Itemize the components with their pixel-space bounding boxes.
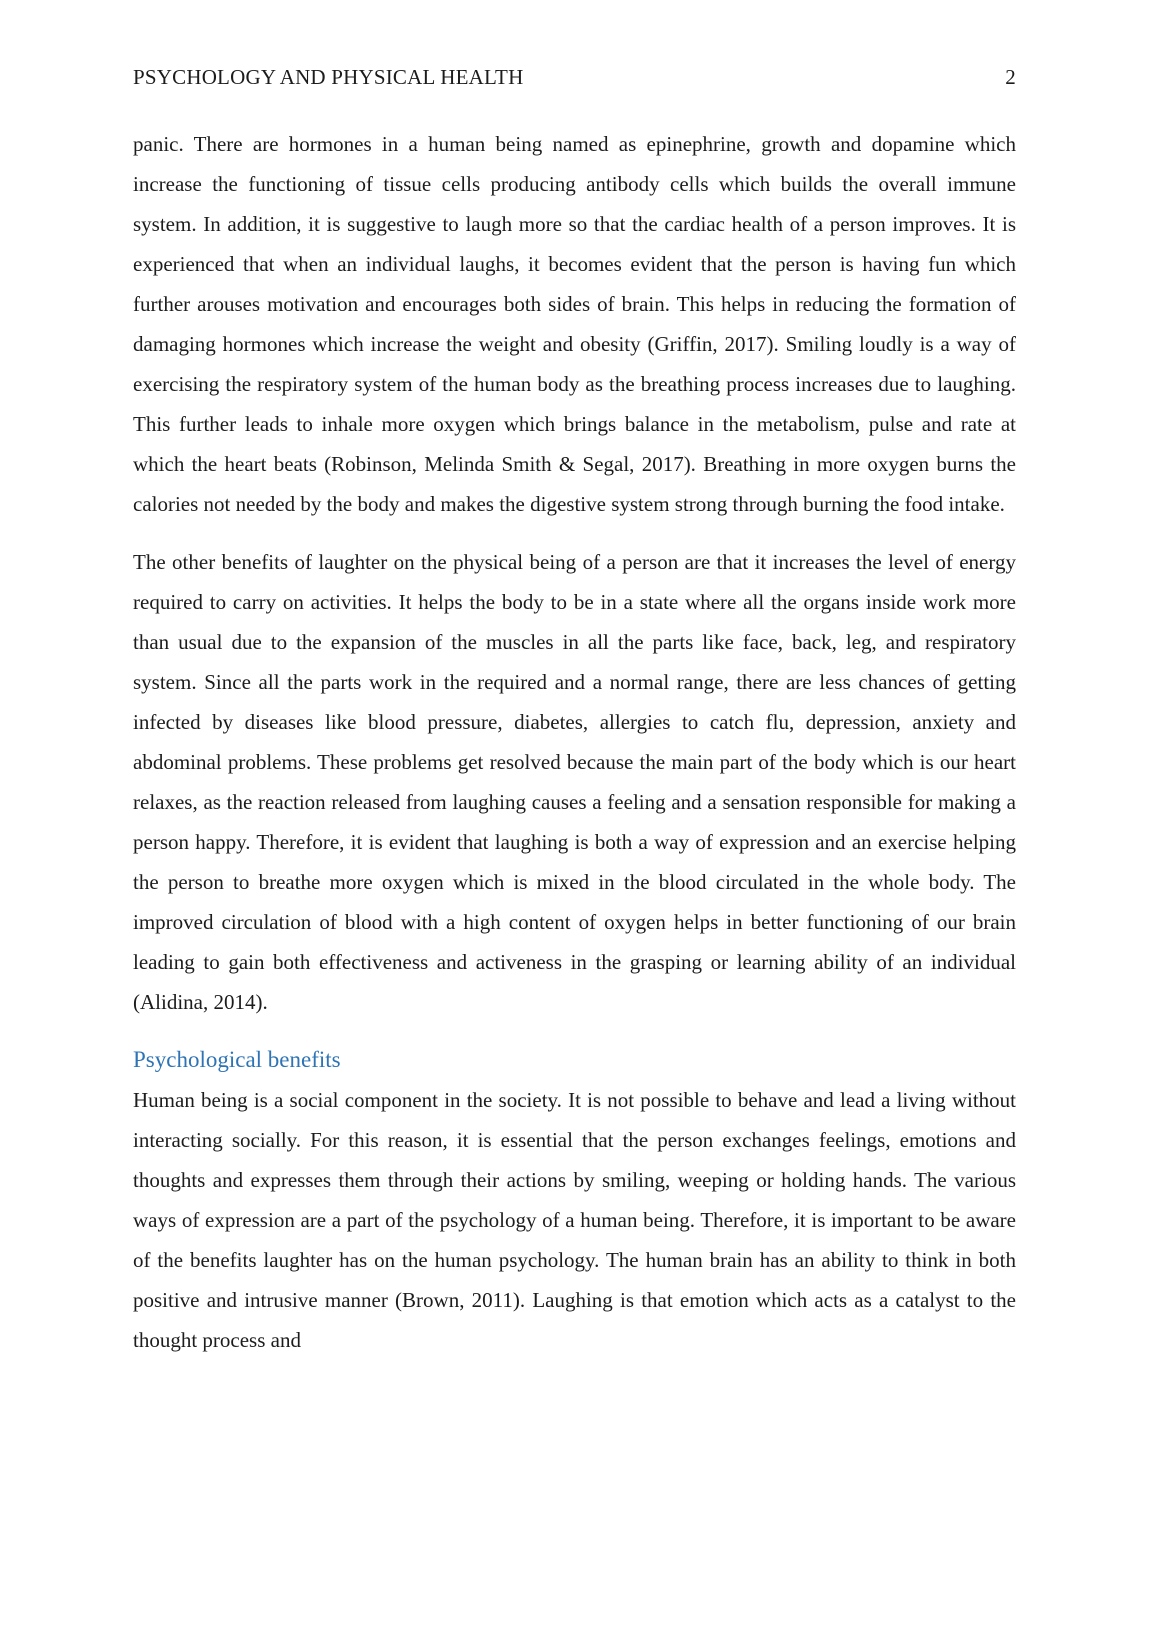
running-header (133, 57, 1016, 97)
section-heading-psychological-benefits: Psychological benefits (133, 1047, 341, 1072)
page-number: 2 (1005, 65, 1016, 89)
document-body (133, 124, 1016, 1360)
body-paragraph-1: panic. There are hormones in a human being named as epinephrine, growth and dopamine which increase the functioning of tissue cells producing antibody cells which builds the overall immune system. In addition, it is suggestive to laugh more so that the cardiac health of a person improves. It is experienced that when an individual laughs, it becomes evident that the person is having fun which further arouses motivation and encourages both sides of brain. This helps in reducing the formation of damaging hormones which increase the weight and obesity (Griffin, 2017). Smiling loudly is a way of exercising the respiratory system of the human body as the breathing process increases due to laughing. This further leads to inhale more oxygen which brings balance in the metabolism, pulse and rate at which the heart beats (Robinson, Melinda Smith & Segal, 2017). Breathing in more oxygen burns the calories not needed by the body and makes the digestive system strong through burning the food intake. (133, 132, 1016, 516)
body-paragraph-3: Human being is a social component in the society. It is not possible to behave and lead a living without interacting socially. For this reason, it is essential that the person exchanges feelings, emotions and thoughts and expresses them through their actions by smiling, weeping or holding hands. The various ways of expression are a part of the psychology of a human being. Therefore, it is important to be aware of the benefits laughter has on the human psychology. The human brain has an ability to think in both positive and intrusive manner (Brown, 2011). Laughing is that emotion which acts as a catalyst to the thought process and (133, 1088, 1016, 1352)
running-header-title: PSYCHOLOGY AND PHYSICAL HEALTH (133, 65, 524, 89)
body-paragraph-2: The other benefits of laughter on the physical being of a person are that it increases the level of energy required to carry on activities. It helps the body to be in a state where all the organs inside work more than usual due to the expansion of the muscles in all the parts like face, back, leg, and respiratory system. Since all the parts work in the required and a normal range, there are less chances of getting infected by diseases like blood pressure, diabetes, allergies to catch flu, depression, anxiety and abdominal problems. These problems get resolved because the main part of the body which is our heart relaxes, as the reaction released from laughing causes a feeling and a sensation responsible for making a person happy. Therefore, it is evident that laughing is both a way of expression and an exercise helping the person to breathe more oxygen which is mixed in the blood circulated in the whole body. The improved circulation of blood with a high content of oxygen helps in better functioning of our brain leading to gain both effectiveness and activeness in the grasping or learning ability of an individual (Alidina, 2014). (133, 550, 1016, 1014)
